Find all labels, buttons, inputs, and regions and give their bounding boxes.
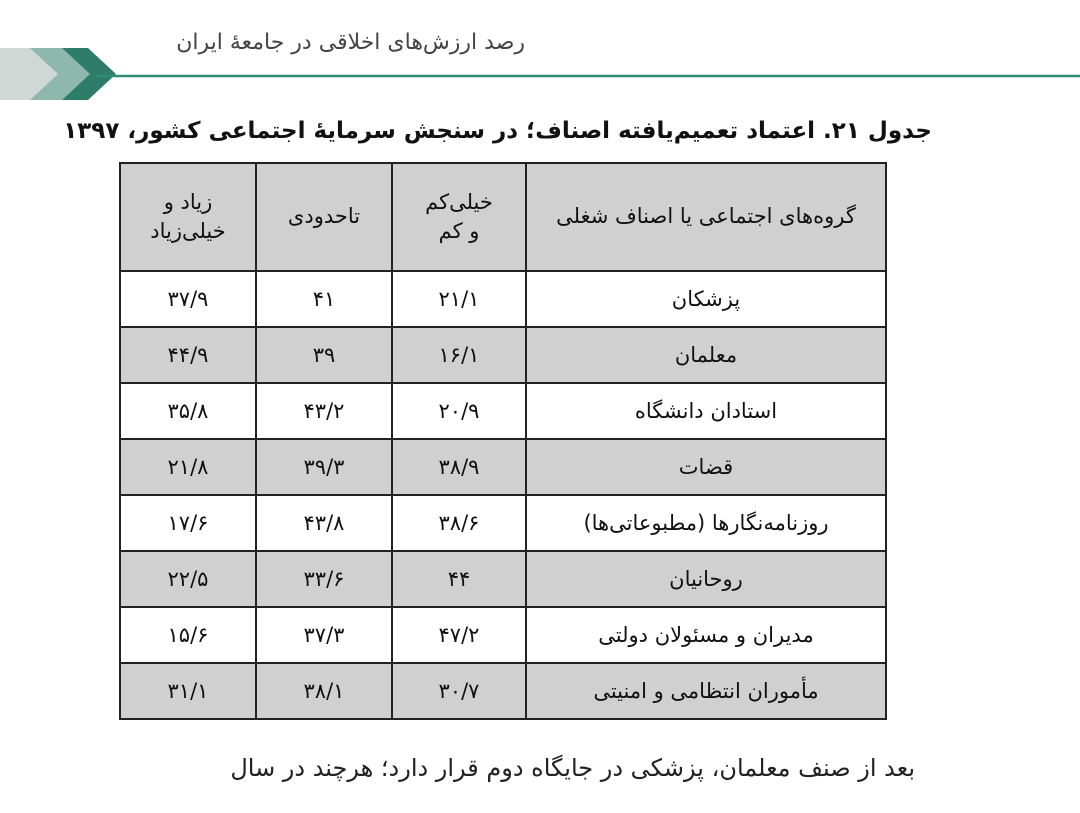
cell-low: ۲۰/۹	[392, 383, 526, 439]
header-low	[392, 163, 526, 271]
cell-group: روحانیان	[526, 551, 886, 607]
cell-low: ۴۴	[392, 551, 526, 607]
table-header-row	[120, 163, 886, 271]
table-row	[120, 271, 886, 327]
cell-low: ۱۶/۱	[392, 327, 526, 383]
cell-group: مدیران و مسئولان دولتی	[526, 607, 886, 663]
header-low-line1: خیلی‌کم	[425, 189, 493, 214]
header-group-label: گروه‌های اجتماعی یا اصناف شغلی	[556, 204, 856, 229]
cell-group: استادان دانشگاه	[526, 383, 886, 439]
cell-high: ۳۵/۸	[120, 383, 256, 439]
cell-high: ۲۱/۸	[120, 439, 256, 495]
cell-group: روزنامه‌نگارها (مطبوعاتی‌ها)	[526, 495, 886, 551]
cell-low: ۴۷/۲	[392, 607, 526, 663]
cell-mid: ۴۳/۲	[256, 383, 392, 439]
cell-low: ۳۸/۹	[392, 439, 526, 495]
cell-group: پزشکان	[526, 271, 886, 327]
cell-high: ۱۷/۶	[120, 495, 256, 551]
cell-low: ۳۸/۶	[392, 495, 526, 551]
header-low-line2: و کم	[438, 219, 480, 243]
cell-mid: ۴۱	[256, 271, 392, 327]
table-caption: جدول ۲۱. اعتماد تعمیم‌یافته اصناف؛ در سنجش سرمایهٔ اجتماعی کشور، ۱۳۹۷	[63, 118, 932, 144]
cell-mid: ۳۷/۳	[256, 607, 392, 663]
cell-high: ۳۱/۱	[120, 663, 256, 719]
cell-mid: ۳۹	[256, 327, 392, 383]
cell-high: ۱۵/۶	[120, 607, 256, 663]
cell-low: ۲۱/۱	[392, 271, 526, 327]
table-row	[120, 327, 886, 383]
cell-mid: ۳۹/۳	[256, 439, 392, 495]
table-row	[120, 383, 886, 439]
table-row	[120, 495, 886, 551]
header-high	[120, 163, 256, 271]
table-row	[120, 439, 886, 495]
header-mid	[256, 163, 392, 271]
running-head: رصد ارزش‌های اخلاقی در جامعهٔ ایران	[176, 30, 525, 55]
cell-mid: ۳۸/۱	[256, 663, 392, 719]
cell-mid: ۴۳/۸	[256, 495, 392, 551]
cell-group: قضات	[526, 439, 886, 495]
cell-mid: ۳۳/۶	[256, 551, 392, 607]
header-mid-label: تاحدودی	[287, 204, 361, 229]
header-band	[0, 48, 1080, 108]
cell-high: ۳۷/۹	[120, 271, 256, 327]
header-high-line1: زیاد و	[163, 189, 213, 214]
cell-group: معلمان	[526, 327, 886, 383]
cell-high: ۴۴/۹	[120, 327, 256, 383]
trust-table	[119, 162, 887, 720]
header-group	[526, 163, 886, 271]
table-row	[120, 663, 886, 719]
cell-group: مأموران انتظامی و امنیتی	[526, 663, 886, 719]
cell-low: ۳۰/۷	[392, 663, 526, 719]
body-paragraph: بعد از صنف معلمان، پزشکی در جایگاه دوم قرار دارد؛ هرچند در سال	[230, 754, 915, 782]
cell-high: ۲۲/۵	[120, 551, 256, 607]
table-row	[120, 607, 886, 663]
table-row	[120, 551, 886, 607]
header-high-line2: خیلی‌زیاد	[150, 219, 226, 243]
